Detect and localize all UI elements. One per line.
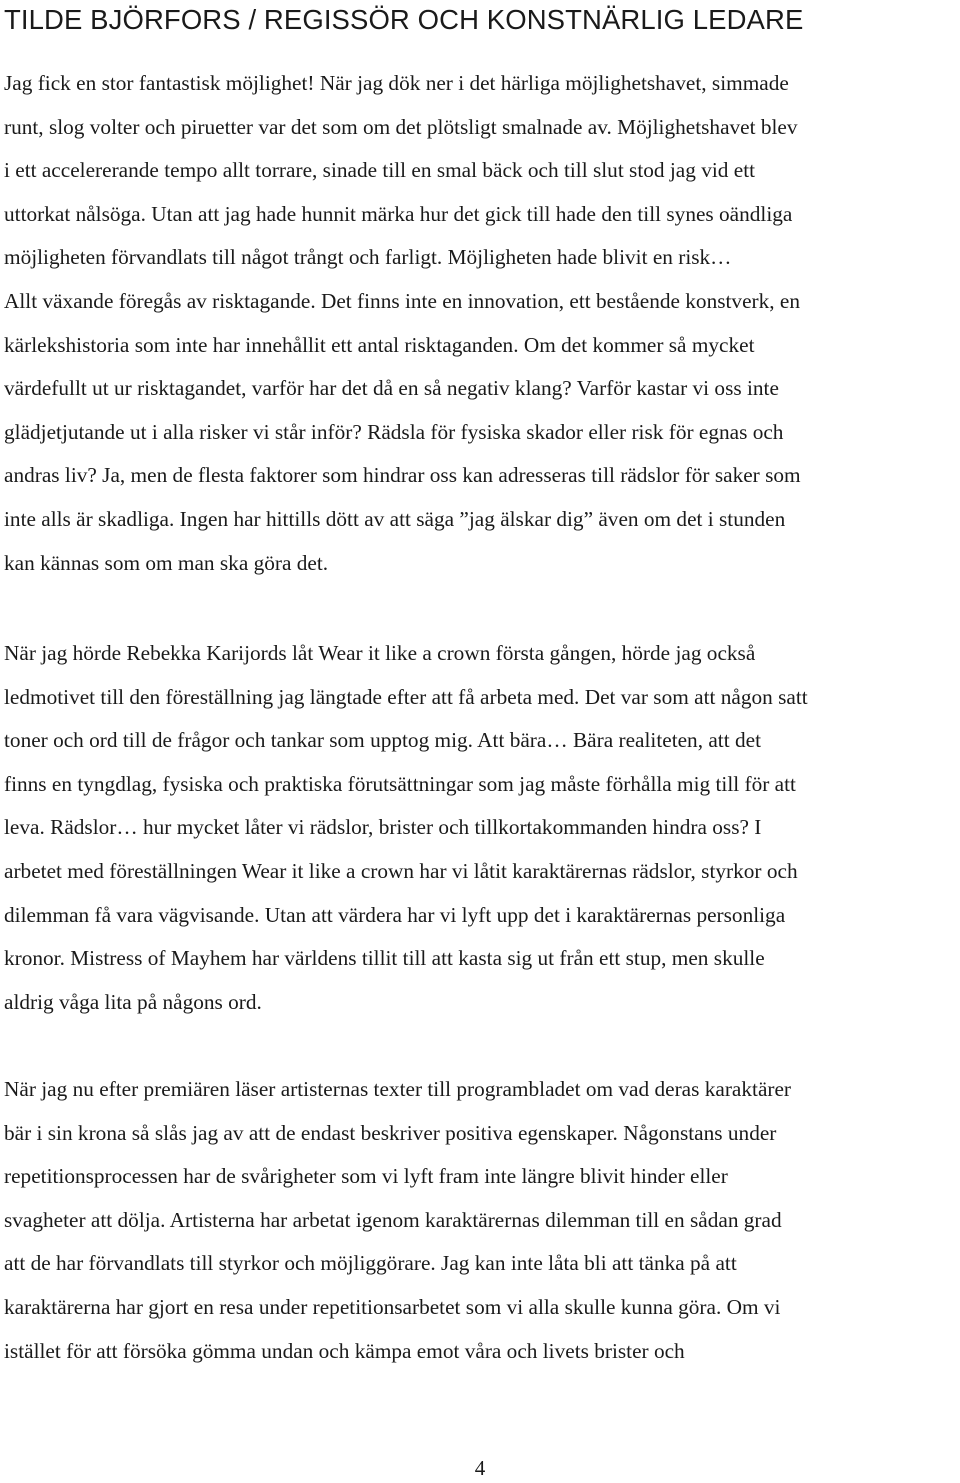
text-line: karaktärerna har gjort en resa under repetitionsarbetet som vi alla skulle kunna göra. Om vi bbox=[4, 1294, 781, 1319]
text-line: När jag nu efter premiären läser artisternas texter till programbladet om vad deras karaktärer bbox=[4, 1077, 792, 1101]
text-line: aldrig våga lita på någons ord. bbox=[4, 989, 262, 1014]
text-line: värdefullt ut ur risktagandet, varför har det då en så negativ klang? Varför kastar vi oss inte bbox=[4, 376, 779, 401]
text-line: Jag fick en stor fantastisk möjlighet! När jag dök ner i det härliga möjlighetshavet, simmade bbox=[4, 71, 789, 95]
text-line: toner och ord till de frågor och tankar som upptog mig. Att bära… Bära realiteten, att det bbox=[4, 728, 761, 753]
text-line: i ett accelererande tempo allt torrare, sinade till en smal bäck och till slut stod jag vid ett bbox=[4, 158, 756, 183]
text-line: arbetet med föreställningen Wear it like a crown har vi låtit karaktärernas rädslor, styrkor och bbox=[4, 858, 798, 883]
text-line: möjligheten förvandlats till något trångt och farligt. Möjligheten hade blivit en risk… bbox=[4, 245, 732, 270]
text-line: uttorkat nålsöga. Utan att jag hade hunnit märka hur det gick till hade den till synes oändliga bbox=[4, 201, 793, 226]
paragraph-after-premiere bbox=[4, 1068, 958, 1373]
text-line: istället för att försöka gömma undan och kämpa emot våra och livets brister och bbox=[4, 1338, 685, 1363]
text-line: runt, slog volter och piruetter var det som om det plötsligt smalnade av. Möjlighetshavet blev bbox=[4, 114, 798, 139]
text-line: andras liv? Ja, men de flesta faktorer som hindrar oss kan adresseras till rädslor för saker som bbox=[4, 463, 801, 488]
paragraph-risk bbox=[4, 62, 958, 585]
text-line: ledmotivet till den föreställning jag längtade efter att få arbeta med. Det var som att någon satt bbox=[4, 684, 808, 709]
text-line: kärlekshistoria som inte har innehållit ett antal risktaganden. Om det kommer så mycket bbox=[4, 332, 755, 357]
page-number: 4 bbox=[474, 1456, 486, 1480]
text-line: repetitionsprocessen har de svårigheter som vi lyft fram inte längre blivit hinder eller bbox=[4, 1164, 728, 1189]
text-line: bär i sin krona så slås jag av att de endast beskriver positiva egenskaper. Någonstans under bbox=[4, 1120, 777, 1145]
text-line: kronor. Mistress of Mayhem har världens tillit till att kasta sig ut från ett stup, men skulle bbox=[4, 946, 765, 971]
text-line: svagheter att dölja. Artisterna har arbetat igenom karaktärernas dilemman till en sådan grad bbox=[4, 1207, 782, 1232]
page-heading: TILDE BJÖRFORS / REGISSÖR OCH KONSTNÄRLIG LEDARE bbox=[4, 4, 804, 35]
text-line: leva. Rädslor… hur mycket låter vi rädslor, brister och tillkortakommanden hindra oss? I bbox=[4, 815, 762, 840]
text-line: När jag hörde Rebekka Karijords låt Wear it like a crown första gången, hörde jag också bbox=[4, 641, 756, 665]
text-line: inte alls är skadliga. Ingen har hittills dött av att säga ”jag älskar dig” även om det i stunden bbox=[4, 506, 786, 531]
text-line: glädjetjutande ut i alla risker vi står inför? Rädsla för fysiska skador eller risk för egnas och bbox=[4, 419, 784, 444]
text-line: Allt växande föregås av risktagande. Det finns inte en innovation, ett bestående konstverk, en bbox=[4, 288, 801, 313]
paragraph-wear-it-like-a-crown bbox=[4, 632, 958, 1024]
text-line: att de har förvandlats till styrkor och möjliggörare. Jag kan inte låta bli att tänka på att bbox=[4, 1251, 737, 1276]
text-line: dilemman få vara vägvisande. Utan att värdera har vi lyft upp det i karaktärernas personliga bbox=[4, 902, 786, 927]
text-line: finns en tyngdlag, fysiska och praktiska förutsättningar som jag måste förhålla mig till för att bbox=[4, 771, 796, 796]
text-line: kan kännas som om man ska göra det. bbox=[4, 550, 329, 575]
